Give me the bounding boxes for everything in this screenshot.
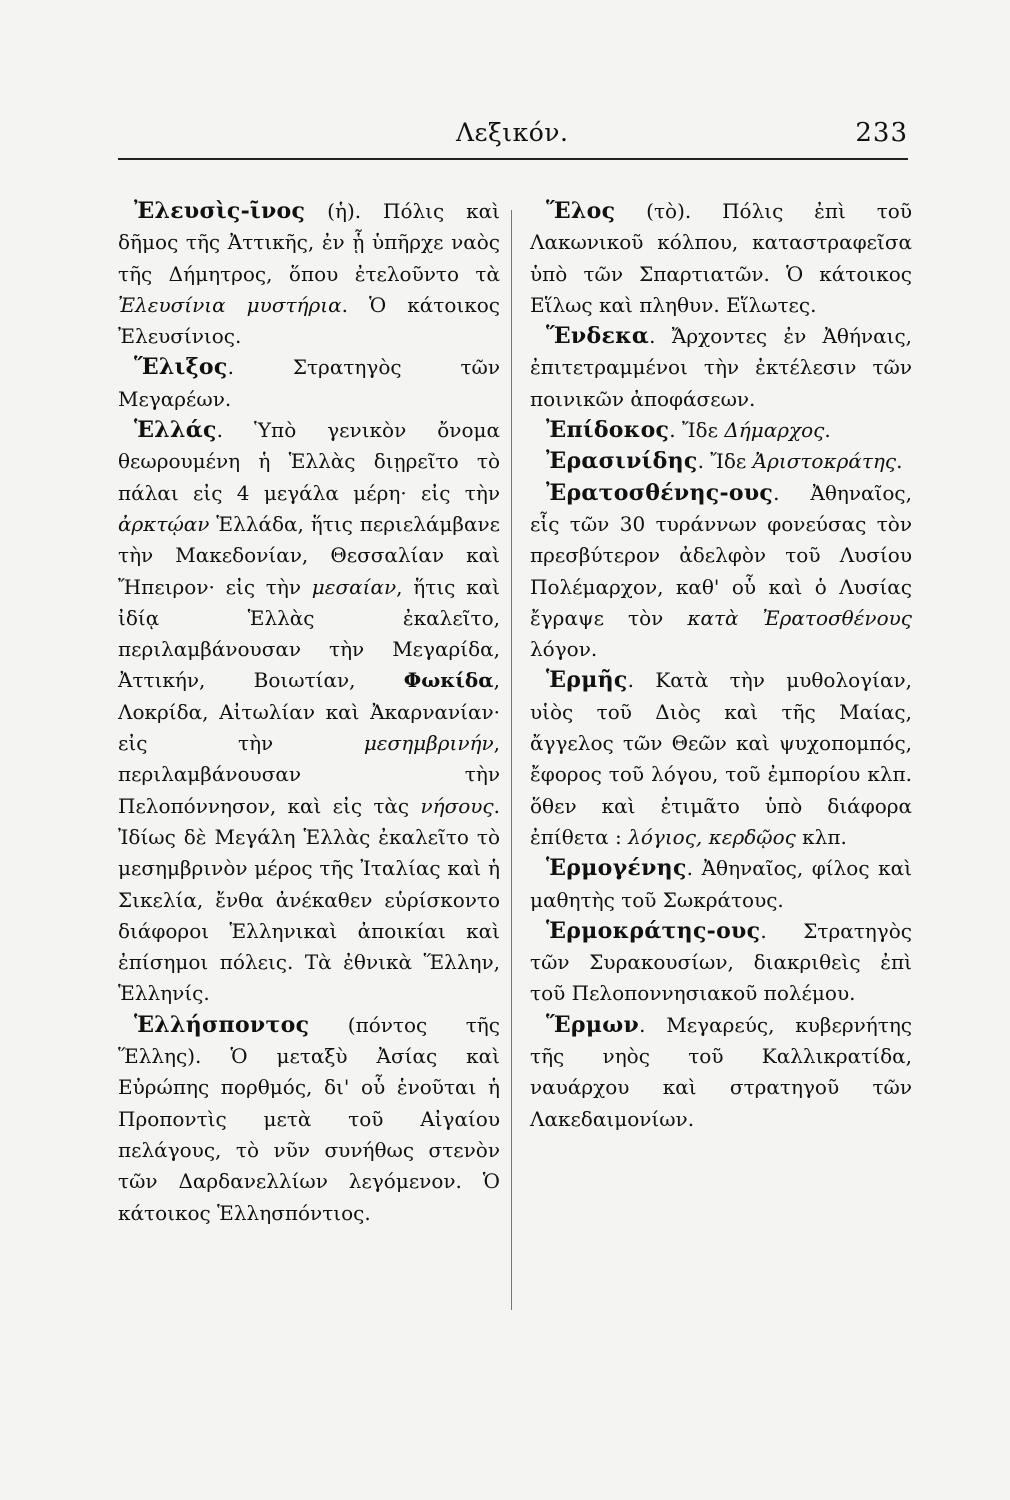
headword: Ἕλος: [546, 198, 616, 224]
column-divider: [511, 210, 512, 1310]
entry-hellas: Ἑλλάς. Ὑπὸ γενικὸν ὄνομα θεωρουμένη ἡ Ἑλλὰς διῃρεῖτο τὸ πάλαι εἰς 4 μεγάλα μέρη· εἰς τὴν ἀρκτῴαν Ἑλλάδα, ἥτις περιελάμβανε τὴν Μακεδονίαν, Θεσσαλίαν καὶ Ἤπειρον· εἰς τὴν μεσαίαν, ἥτις καὶ ἰδίᾳ Ἑλλὰς ἐκαλεῖτο, περιλαμβάνουσαν τὴν Μεγαρίδα, Ἀττικήν, Βοιωτίαν, Φωκίδα, Λοκρίδα, Αἰτωλίαν καὶ Ἀκαρνανίαν· εἰς τὴν μεσημβρινήν, περιλαμβάνουσαν τὴν Πελοπόννησον, καὶ εἰς τὰς νήσους. Ἰδίως δὲ Μεγάλη Ἑλλὰς ἐκαλεῖτο τὸ μεσημβρινὸν μέρος τῆς Ἰταλίας καὶ ἡ Σικελία, ἔνθα ἀνέκαθεν εὑρίσκοντο διάφοροι Ἑλληνικαὶ ἀποικίαι καὶ ἐπίσημοι πόλεις. Τὰ ἐθνικὰ Ἕλλην, Ἑλληνίς.: [118, 417, 501, 1006]
headword: Ἕνδεκα: [546, 323, 650, 350]
entry-hermon: Ἕρμων. Μεγαρεύς, κυβερνήτης τῆς νηὸς τοῦ Καλλικρατίδα, ναυάρχου καὶ στρατηγοῦ τῶν Λακεδαιμονίων.: [530, 1011, 912, 1131]
headword: Ἕλιξος: [134, 354, 228, 381]
running-title: Λεξικόν.: [456, 118, 569, 147]
page-header: [118, 118, 908, 158]
headword: Ἑρμοκράτης-ους: [546, 917, 761, 944]
entry-eleusis: Ἐλευσὶς-ῖνος (ἡ). Πόλις καὶ δῆμος τῆς Ἀττικῆς, ἐν ᾗ ὑπῆρχε ναὸς τῆς Δήμητρος, ὅπου ἐτελοῦντο τὰ Ἐλευσίνια μυστήρια. Ὁ κάτοικος Ἐλευσίνιος.: [118, 198, 500, 349]
entry-hermogenes: Ἑρμογένης. Ἀθηναῖος, φίλος καὶ μαθητὴς τοῦ Σωκράτους.: [530, 855, 912, 912]
entry-helos: Ἕλος (τὸ). Πόλις ἐπὶ τοῦ Λακωνικοῦ κόλπου, καταστραφεῖσα ὑπὸ τῶν Σπαρτιατῶν. Ὁ κάτοικος Εἵλως καὶ πληθυν. Εἵλωτες.: [530, 198, 912, 317]
entry-elixos: Ἕλιξος. Στρατηγὸς τῶν Μεγαρέων.: [118, 354, 500, 411]
headword: Ἕρμων: [546, 1011, 640, 1038]
entry-epidokos: Ἐπίδοκος. Ἴδε Δήμαρχος.: [546, 417, 831, 444]
headword: Ἐρατοσθένης-ους: [546, 479, 774, 506]
right-column: [530, 196, 912, 1135]
headword: Ἑρμῆς: [546, 667, 628, 694]
headword: Ἑλλάς: [134, 417, 217, 444]
entry-hellespontos: Ἑλλήσποντος (πόντος τῆς Ἕλλης). Ὁ μεταξὺ Ἀσίας καὶ Εὐρώπης πορθμός, δι' οὗ ἑνοῦται ἡ Προποντὶς μετὰ τοῦ Αἰγαίου πελάγους, τὸ νῦν συνήθως στενὸν τῶν Δαρδανελλίων λεγόμενον. Ὁ κάτοικος Ἑλλησπόντιος.: [118, 1011, 500, 1225]
entry-hermes: Ἑρμῆς. Κατὰ τὴν μυθολογίαν, υἱὸς τοῦ Διὸς καὶ τῆς Μαίας, ἄγγελος τῶν Θεῶν καὶ ψυχοπομπός, ἔφορος τοῦ λόγου, τοῦ ἐμπορίου κλπ. ὅθεν καὶ ἐτιμᾶτο ὑπὸ διάφορα ἐπίθετα : λόγιος, κερδῷος κλπ.: [530, 667, 912, 849]
headword: Ἐλευσὶς-ῖνος: [134, 198, 306, 224]
page-number: 233: [855, 118, 908, 148]
headword: Ἑλλήσποντος: [134, 1011, 310, 1038]
entry-endeka: Ἕνδεκα. Ἄρχοντες ἐν Ἀθήναις, ἐπιτετραμμένοι τὴν ἐκτέλεσιν τῶν ποινικῶν ἀποφάσεων.: [530, 323, 912, 411]
entry-erasinides: Ἐρασινίδης. Ἴδε Ἀριστοκράτης.: [546, 448, 903, 475]
left-column: [118, 196, 500, 1229]
headword: Ἐπίδοκος: [546, 417, 670, 444]
headword: Ἐρασινίδης: [546, 448, 698, 475]
entry-eratosthenes: Ἐρατοσθένης-ους. Ἀθηναῖος, εἷς τῶν 30 τυράννων φονεύσας τὸν πρεσβύτερον ἀδελφὸν τοῦ Λυσίου Πολέμαρχον, καθ' οὗ καὶ ὁ Λυσίας ἔγραψε τὸν κατὰ Ἐρατοσθένους λόγον.: [530, 479, 912, 662]
headword: Ἑρμογένης: [546, 855, 687, 882]
header-rule: [118, 158, 908, 160]
entry-hermokrates: Ἑρμοκράτης-ους. Στρατηγὸς τῶν Συρακουσίων, διακριθεὶς ἐπὶ τοῦ Πελοποννησιακοῦ πολέμου.: [530, 917, 912, 1006]
